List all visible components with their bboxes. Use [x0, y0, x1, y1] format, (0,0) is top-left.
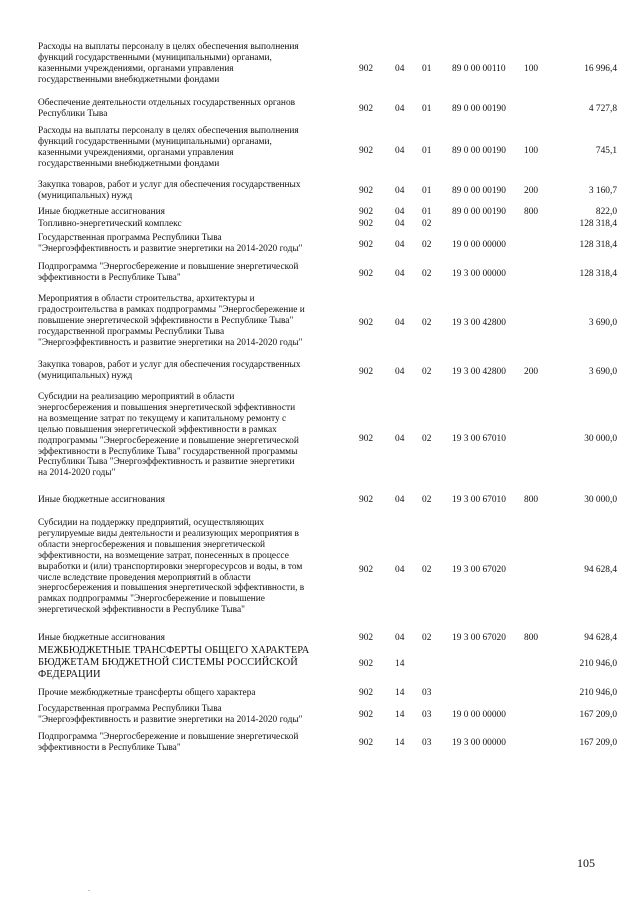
row-description: Субсидии на реализацию мероприятий в области энергосбережения и повышения энергетической эффективности на возмещение затрат по текущему и капитальному ремонту с целью повышения энергетической эффективности в рамках подпрограммы "Энергосбережение и повышение энергетической эффективности в Республике Тыва" государственной программы Республики Тыва "Энергоэффективность и развитие энергетики на 2014-2020 годы" [38, 392, 299, 479]
section-code: 14 [395, 659, 405, 669]
amount: 30 000,0 [584, 495, 617, 505]
section-code: 04 [395, 64, 405, 74]
subsection-code: 03 [422, 710, 432, 720]
target-article-code: 89 0 00 00190 [452, 146, 506, 156]
target-article-code: 89 0 00 00190 [452, 186, 506, 196]
subsection-code: 03 [422, 688, 432, 698]
amount: 822,0 [595, 207, 617, 217]
subsection-code: 03 [422, 738, 432, 748]
target-article-code: 19 0 00 00000 [452, 240, 506, 250]
section-code: 04 [395, 565, 405, 575]
section-code: 04 [395, 240, 405, 250]
amount: 3 690,0 [588, 367, 617, 377]
amount: 4 727,8 [588, 104, 617, 114]
ministry-code: 902 [359, 240, 374, 250]
amount: 16 996,4 [584, 64, 617, 74]
table-row [0, 518, 640, 617]
scan-speck [88, 890, 90, 891]
row-description: Иные бюджетные ассигнования [38, 495, 165, 505]
amount: 167 209,0 [579, 738, 617, 748]
table-row [0, 732, 640, 754]
section-code: 04 [395, 104, 405, 114]
row-description: Расходы на выплаты персоналу в целях обеспечения выполнения функций государственными (муниципальными) органами, казенными учреждениями, органами управления государственными внебюджетными фондами [38, 126, 299, 169]
target-article-code: 89 0 00 00190 [452, 207, 506, 217]
section-code: 04 [395, 318, 405, 328]
table-row [0, 294, 640, 349]
ministry-code: 902 [359, 659, 374, 669]
subsection-code: 02 [422, 219, 432, 229]
amount: 30 000,0 [584, 434, 617, 444]
target-article-code: 89 0 00 00190 [452, 104, 506, 114]
section-code: 04 [395, 146, 405, 156]
target-article-code: 19 3 00 42800 [452, 318, 506, 328]
subsection-code: 02 [422, 495, 432, 505]
amount: 167 209,0 [579, 710, 617, 720]
amount: 94 628,4 [584, 565, 617, 575]
row-description: Прочие межбюджетные трансферты общего характера [38, 688, 256, 698]
subsection-code: 02 [422, 240, 432, 250]
section-code: 04 [395, 367, 405, 377]
table-row [0, 219, 640, 230]
table-row [0, 207, 640, 218]
row-description: МЕЖБЮДЖЕТНЫЕ ТРАНСФЕРТЫ ОБЩЕГО ХАРАКТЕРА БЮДЖЕТАМ БЮДЖЕТНОЙ СИСТЕМЫ РОССИЙСКОЙ ФЕДЕРАЦИИ [38, 645, 310, 680]
table-row [0, 262, 640, 284]
target-article-code: 89 0 00 00110 [452, 64, 506, 74]
amount: 128 318,4 [579, 219, 617, 229]
table-row [0, 645, 640, 681]
subsection-code: 01 [422, 64, 432, 74]
amount: 128 318,4 [579, 269, 617, 279]
row-description: Расходы на выплаты персоналу в целях обеспечения выполнения функций государственными (муниципальными) органами, казенными учреждениями, органами управления государственными внебюджетными фондами [38, 42, 299, 85]
amount: 128 318,4 [579, 240, 617, 250]
subsection-code: 02 [422, 269, 432, 279]
amount: 745,1 [595, 146, 617, 156]
amount: 94 628,4 [584, 633, 617, 643]
subsection-code: 02 [422, 318, 432, 328]
row-description: Подпрограмма "Энергосбережение и повышение энергетической эффективности в Республике Тыва" [38, 732, 299, 753]
ministry-code: 902 [359, 434, 374, 444]
ministry-code: 902 [359, 565, 374, 575]
table-row [0, 633, 640, 644]
amount: 210 946,0 [579, 659, 617, 669]
table-row [0, 126, 640, 170]
table-row [0, 42, 640, 86]
table-row [0, 360, 640, 382]
row-description: Топливно-энергетический комплекс [38, 219, 182, 229]
amount: 3 690,0 [588, 318, 617, 328]
row-description: Субсидии на поддержку предприятий, осуществляющих регулируемые виды деятельности и реализующих мероприятия в области энергосбережения и повышения энергетической эффективности, на возмещение затрат, понесенных в процессе выработки и (или) транспортировки энергоресурсов и воды, в том числе вследствие проведения мероприятий в области энергосбережения и повышения энергетической эффективности, в рамках подпрограммы "Энергосбережение и повышение энергетической эффективности в Республике Тыва" [38, 518, 305, 616]
section-code: 04 [395, 186, 405, 196]
table-row [0, 704, 640, 726]
ministry-code: 902 [359, 738, 374, 748]
ministry-code: 902 [359, 104, 374, 114]
ministry-code: 902 [359, 64, 374, 74]
ministry-code: 902 [359, 207, 374, 217]
subsection-code: 01 [422, 186, 432, 196]
ministry-code: 902 [359, 495, 374, 505]
section-code: 14 [395, 688, 405, 698]
section-code: 04 [395, 219, 405, 229]
expense-type-code: 800 [524, 207, 539, 217]
section-code: 04 [395, 434, 405, 444]
row-description: Подпрограмма "Энергосбережение и повышение энергетической эффективности в Республике Тыва" [38, 262, 299, 283]
target-article-code: 19 0 00 00000 [452, 710, 506, 720]
ministry-code: 902 [359, 318, 374, 328]
row-description: Иные бюджетные ассигнования [38, 633, 165, 643]
subsection-code: 02 [422, 367, 432, 377]
row-description: Закупка товаров, работ и услуг для обеспечения государственных (муниципальных) нужд [38, 180, 301, 201]
target-article-code: 19 3 00 00000 [452, 738, 506, 748]
section-code: 04 [395, 269, 405, 279]
target-article-code: 19 3 00 67010 [452, 434, 506, 444]
target-article-code: 19 3 00 42800 [452, 367, 506, 377]
section-code: 14 [395, 710, 405, 720]
section-code: 04 [395, 633, 405, 643]
ministry-code: 902 [359, 186, 374, 196]
expense-type-code: 200 [524, 186, 539, 196]
expense-type-code: 100 [524, 64, 539, 74]
subsection-code: 02 [422, 434, 432, 444]
row-description: Государственная программа Республики Тыва "Энергоэффективность и развитие энергетики на 2014-2020 годы" [38, 233, 303, 254]
ministry-code: 902 [359, 367, 374, 377]
row-description: Мероприятия в области строительства, архитектуры и градостроительства в рамках подпрограммы "Энергосбережение и повышение энергетической эффективности в Республике Тыва" государственной программы Республики Тыва "Энергоэффективность и развитие энергетики на 2014-2020 годы" [38, 294, 305, 348]
expense-type-code: 200 [524, 367, 539, 377]
table-row [0, 180, 640, 202]
ministry-code: 902 [359, 710, 374, 720]
target-article-code: 19 3 00 00000 [452, 269, 506, 279]
row-description: Закупка товаров, работ и услуг для обеспечения государственных (муниципальных) нужд [38, 360, 301, 381]
table-row [0, 688, 640, 699]
ministry-code: 902 [359, 269, 374, 279]
amount: 3 160,7 [588, 186, 617, 196]
ministry-code: 902 [359, 688, 374, 698]
row-description: Обеспечение деятельности отдельных государственных органов Республики Тыва [38, 98, 296, 119]
row-description: Государственная программа Республики Тыва "Энергоэффективность и развитие энергетики на 2014-2020 годы" [38, 704, 303, 725]
subsection-code: 01 [422, 104, 432, 114]
section-code: 04 [395, 207, 405, 217]
amount: 210 946,0 [579, 688, 617, 698]
section-code: 14 [395, 738, 405, 748]
table-row [0, 98, 640, 120]
ministry-code: 902 [359, 146, 374, 156]
expense-type-code: 800 [524, 495, 539, 505]
table-row [0, 392, 640, 480]
row-description: Иные бюджетные ассигнования [38, 207, 165, 217]
subsection-code: 02 [422, 565, 432, 575]
target-article-code: 19 3 00 67020 [452, 565, 506, 575]
section-code: 04 [395, 495, 405, 505]
page-number: 105 [577, 856, 595, 870]
target-article-code: 19 3 00 67010 [452, 495, 506, 505]
table-row [0, 495, 640, 506]
expense-type-code: 100 [524, 146, 539, 156]
target-article-code: 19 3 00 67020 [452, 633, 506, 643]
subsection-code: 02 [422, 633, 432, 643]
subsection-code: 01 [422, 146, 432, 156]
ministry-code: 902 [359, 633, 374, 643]
expense-type-code: 800 [524, 633, 539, 643]
table-row [0, 233, 640, 255]
subsection-code: 01 [422, 207, 432, 217]
ministry-code: 902 [359, 219, 374, 229]
